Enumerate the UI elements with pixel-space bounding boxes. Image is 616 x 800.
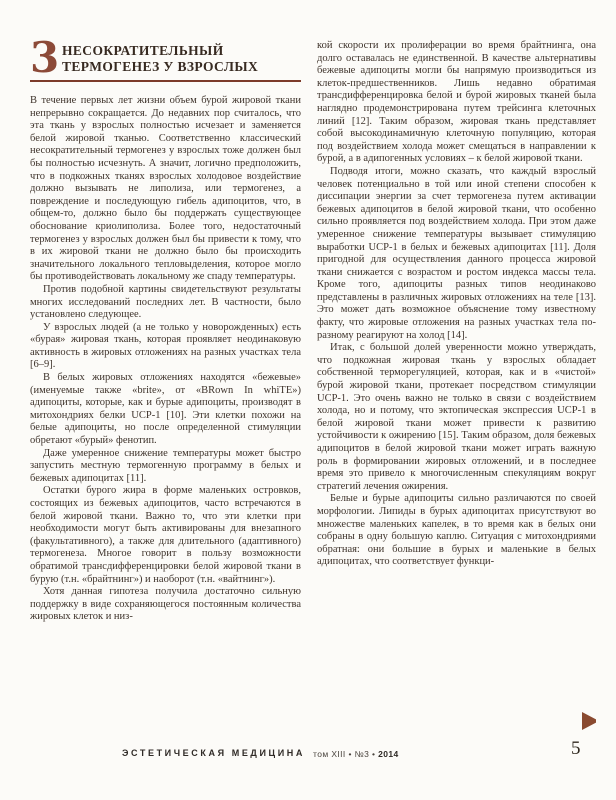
paragraph: Подводя итоги, можно сказать, что каждый взрослый человек потенциально в той или иной степени способен к диссипации энергии за счет термогенеза путем активации бежевых адипоцитов в белой жировой ткани, что особенно сильно проявляется под воздействием холода. При этом даже умеренное снижение температуры вызывает стимуляцию выработки UCP-1 в белых и бежевых адипоцитах [11]. Доля пригодной для осуществления данного процесса жировой ткани снижается с возрастом и ростом индекса массы тела. Кроме того, адипоциты разных типов неодинаково представлены в различных жировых отложениях на теле [13]. Это может дать возможное объяснение тому известному факту, что жировые отложения на разных участках тела по-разному реагируют на холод [14]. bbox=[317, 165, 596, 341]
page-number: 5 bbox=[571, 738, 581, 759]
chapter-title-line2: ТЕРМОГЕНЕЗ У ВЗРОСЛЫХ bbox=[62, 58, 259, 74]
chapter-header bbox=[30, 40, 301, 82]
left-column bbox=[30, 40, 301, 740]
issue-year: 2014 bbox=[378, 749, 399, 759]
right-column bbox=[317, 40, 596, 740]
paragraph: Итак, с большой долей уверенности можно утверждать, что подкожная жировая ткань у взрослых обладает собственной терморегуляцией, которая, как и в «чистой» бурой жировой ткани, протекает посредством стимуляции UCP-1. Это очень важно не только в связи с воздействием холода, но и потому, что эктопическая экспрессия UCP-1 в белой жировой ткани может привести к развитию устойчивости к ожирению [15]. Таким образом, доля бежевых адипоцитов в белой жировой ткани может играть важную роль в формировании жировых отложений, и в последнее время это привело к многочисленным спекуляциям вокруг стратегий лечения ожирения. bbox=[317, 342, 596, 492]
two-column-layout bbox=[30, 40, 596, 740]
paragraph: Против подобной картины свидетельствуют результаты многих исследований последних лет. В частности, было установлено следующее. bbox=[30, 283, 301, 321]
paragraph: У взрослых людей (а не только у новорожденных) есть «бурая» жировая ткань, которая проявляет неодинаковую активность в жировых отложениях на разных участках тела [6–9]. bbox=[30, 321, 301, 371]
chapter-number: 3 bbox=[30, 40, 60, 82]
paragraph: В течение первых лет жизни объем бурой жировой ткани непрерывно сокращается. До недавних пор считалось, что эта ткань у взрослых полностью исчезает и заменяется белой жировой тканью. Соответственно классический несократительный термогенез у взрослых тоже должен был бы полностью исчезнуть. А значит, логично предположить, что в подкожных тканях взрослых холодовое воздействие должно вызывать не липолиза, или термогенез, а повреждение и последующую гибель адипоцитов, что, в общем-то, должно было бы поддержать существующее обоснование криолиполиза. Более того, недостаточный термогенез у взрослых должен был бы привести к тому, что в их жировой ткани не должно было бы происходить значительного локального тепловыделения, которое могло бы противодействовать локальному же спаду температуры. bbox=[30, 95, 301, 283]
chapter-title bbox=[62, 40, 301, 74]
paragraph: Остатки бурого жира в форме маленьких островков, состоящих из бежевых адипоцитов, часто встречаются в белой жировой ткани. Важно то, что эти клетки при необходимости могут быть активированы для внезапного (факультативного), а также для длительного (адаптивного) термогенеза. Многое говорит в пользу возможности обратимой трансдифференцировки белой жировой ткани в бурую (т.н. «брайтнинг») и наоборот (т.н. «вайтнинг»). bbox=[30, 485, 301, 585]
left-column-text bbox=[30, 95, 301, 624]
right-column-text bbox=[317, 40, 596, 569]
chapter-title-line1: НЕСОКРАТИТЕЛЬНЫЙ bbox=[62, 43, 224, 58]
paragraph: В белых жировых отложениях находятся «бежевые» (именуемые также «brite», от «BRown In whiTE») адипоциты, которые, как и бурые адипоциты, производят в митохондриях белки UCP-1 [10]. Эти клетки похожи на белые адипоциты, но после определенной стимуляции обретают «бурый» фенотип. bbox=[30, 372, 301, 447]
issue-info bbox=[313, 749, 399, 759]
paragraph: Белые и бурые адипоциты сильно различаются по своей морфологии. Липиды в бурых адипоцитах присутствуют во множестве маленьких капелек, в то время как в белых они собраны в одну большую каплю. Ситуация с митохондриями обратная: они большие в бурых и маленькие в белых адипоцитах, что соответствует функци- bbox=[317, 493, 596, 568]
paragraph: кой скорости их пролиферации во время брайтнинга, она долго оставалась не единственной. В качестве альтернативы бежевые адипоциты могли бы напрямую производиться из клеток-предшественников. Лишь недавно обратимая трансдифференцировка белой и бурой жировых тканей была наглядно продемонстрирована путем трейсинга клеточных линий [12]. Таким образом, жировая ткань представляет собой высокодинамичную клеточную популяцию, которая под воздействием холода может смещаться в направлении к бурой, а в адипогенных условиях – к белой жировой ткани. bbox=[317, 40, 596, 165]
continuation-triangle-icon bbox=[582, 712, 596, 730]
issue-volume: том XIII • №3 • bbox=[313, 749, 379, 759]
journal-name: ЭСТЕТИЧЕСКАЯ МЕДИЦИНА bbox=[122, 748, 305, 758]
paragraph: Хотя данная гипотеза получила достаточно сильную поддержку в виде сохраняющегося постоянным количества жировых клеток и низ- bbox=[30, 586, 301, 623]
page-footer bbox=[0, 738, 616, 772]
paragraph: Даже умеренное снижение температуры может быстро запустить местную термогенную программу в белых и бежевых адипоцитах [11]. bbox=[30, 447, 301, 484]
